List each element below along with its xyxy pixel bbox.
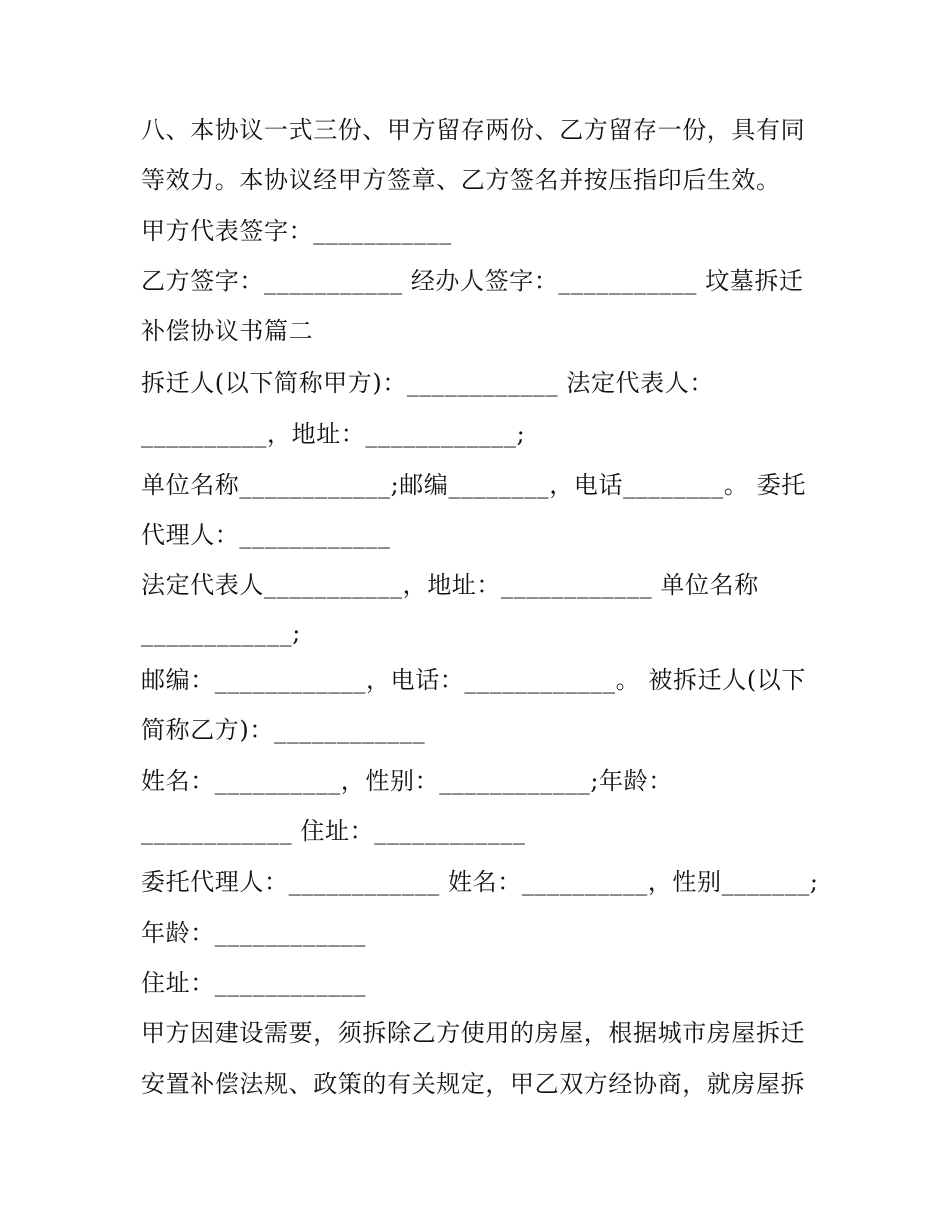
text-line: 邮编：____________，电话：____________。 被拆迁人(以下 <box>141 666 806 694</box>
text-line: 甲方因建设需要，须拆除乙方使用的房屋，根据城市房屋拆迁 <box>141 1019 806 1047</box>
text-line: 简称乙方)：____________ <box>141 716 426 744</box>
text-line: 拆迁人(以下简称甲方)：____________ 法定代表人： <box>141 369 714 397</box>
text-line: 等效力。本协议经甲方签章、乙方签名并按压指印后生效。 <box>141 166 781 194</box>
text-line: 单位名称____________;邮编________，电话________。 委托 <box>141 471 806 499</box>
text-line: 安置补偿法规、政策的有关规定，甲乙双方经协商，就房屋拆 <box>141 1070 806 1098</box>
section-heading: 补偿协议书篇二 <box>141 317 314 345</box>
text-line: 委托代理人：____________ 姓名：__________，性别_______; <box>141 868 819 896</box>
text-line: 甲方代表签字：___________ <box>141 217 452 245</box>
text-line: 住址：____________ <box>141 969 366 997</box>
text-line: 代理人：____________ <box>141 521 391 549</box>
text-line: 八、本协议一式三份、甲方留存两份、乙方留存一份，具有同 <box>141 116 806 144</box>
text-line: 年龄：____________ <box>141 919 366 947</box>
text-line: 法定代表人___________，地址：____________ 单位名称 <box>141 571 759 599</box>
text-line: __________，地址：____________; <box>141 420 526 448</box>
text-line: ____________ 住址：____________ <box>141 817 526 845</box>
text-line: 姓名：__________，性别：____________;年龄： <box>141 767 673 795</box>
text-line: 乙方签字：___________ 经办人签字：___________ 坟墓拆迁 <box>141 267 804 295</box>
text-line: ____________; <box>141 619 301 647</box>
